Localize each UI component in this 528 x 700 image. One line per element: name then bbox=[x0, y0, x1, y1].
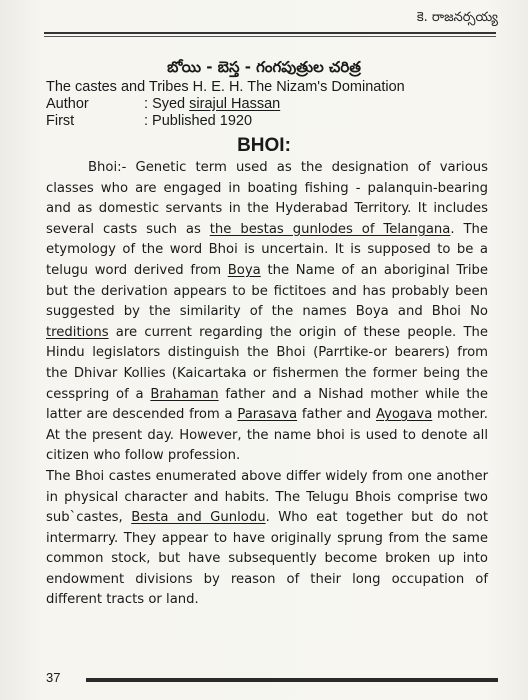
paragraph-1: Bhoi:- Genetic term used as the designation of various classes who are engaged in boating fishing - palanquin-bearing and as domestic servants in the Hyderabad Territory. It includes several casts such as the bestas gunlodes of Telangana. The etymology of the word Bhoi is uncertain. It is supposed to be a telugu word derived from Boya the Name of an aboriginal Tribe but the derivation appears to be fictitoes and has probably been suggested by the similarity of the names Boya and Bhoi No treditions are current regarding the origin of these people. The Hindu legislators distinguish the Bhoi (Parrtike-or bearers) from the Dhivar Kollies (Kaicartaka or fishermen the former being the cesspring of a Brahaman father and a Nishad mother while the latter are descended from a Parasava father and Ayogava mother. At the present day. However, the name bhoi is used to denote all citizen who follow profession. bbox=[46, 160, 489, 464]
published-value: : Published 1920 bbox=[144, 113, 253, 129]
author-row bbox=[46, 96, 486, 113]
body-text bbox=[46, 158, 488, 611]
published-row bbox=[46, 113, 486, 130]
header-rule bbox=[44, 32, 496, 34]
author-value: : Syed sirajul Hassan bbox=[144, 96, 281, 112]
author-label: Author bbox=[46, 96, 89, 112]
page-number: 37 bbox=[46, 670, 61, 685]
source-meta bbox=[46, 79, 486, 130]
header-rule-thin bbox=[44, 36, 496, 37]
footer-rule bbox=[86, 678, 498, 682]
source-title: The castes and Tribes H. E. H. The Nizam's Domination bbox=[46, 79, 405, 95]
section-heading: BHOI: bbox=[237, 135, 291, 156]
paragraph-2: The Bhoi castes enumerated above differ widely from one another in physical character and habits. The Telugu Bhois comprise two sub`castes, Besta and Gunlodu. Who eat together but do not intermarry. They appear to have originally sprung from the same common stock, but have subsequently become broken up into endowment divisions by reason of their long occupation of different tracts or land. bbox=[46, 468, 489, 608]
chapter-title-telugu: బోయి - బెస్త - గంగపుత్రుల చరిత్ర bbox=[167, 58, 361, 76]
running-head: కె. రాజనర్సయ్య bbox=[416, 10, 498, 25]
published-label: First bbox=[46, 113, 75, 129]
